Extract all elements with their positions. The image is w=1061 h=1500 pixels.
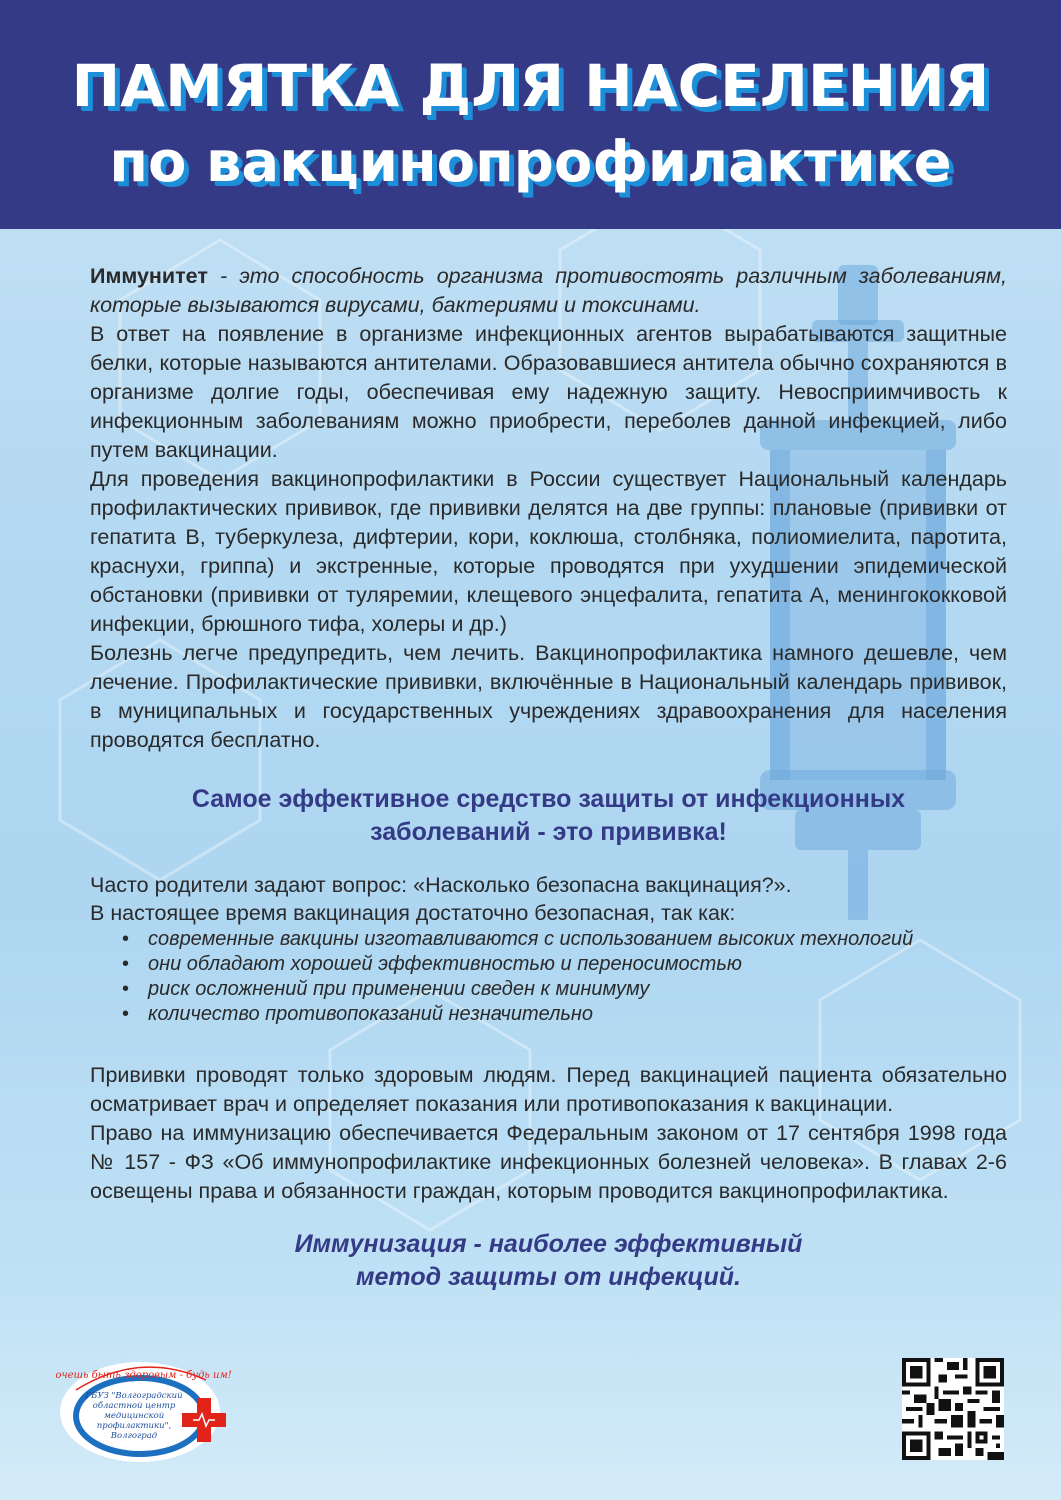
paragraph-calendar: Для проведения вакцинопрофилактики в России существует Национальный календарь профилактических прививок, где прививки делятся на две группы: плановые (прививки от гепатита В, туберкулеза, дифтерии, кори, коклюша, столбняка, полиомиелита, паротита, краснухи, гриппа) и экстренные, которые проводятся при ухудшении эпидемической обстановки (прививки от туляремии, клещевого энцефалита, гепатита А, менингококковой инфекции, брюшного тифа, холеры и др.) <box>90 467 1007 636</box>
answer-intro: В настоящее время вакцинация достаточно безопасная, так как: <box>90 901 736 925</box>
slogan-vaccination-line1: Самое эффективное средство защиты от инфекционных <box>191 785 906 813</box>
paragraph-antibodies: В ответ на появление в организме инфекционных агентов вырабатываются защитные белки, которые называются антителами. Образовавшиеся антитела обычно сохраняются в организме долгие годы, обеспечивая ему надежную защиту. Невосприимчивость к инфекционным заболеваниям можно приобрести, переболев данной инфекцией, либо путем вакцинации. <box>90 322 1007 462</box>
list-item: • они обладают хорошей эффективностью и переносимостью <box>148 952 1007 977</box>
list-item: • риск осложнений при применении сведен к минимуму <box>148 977 1007 1002</box>
paragraph-immunity <box>90 262 1007 320</box>
qr-code-icon[interactable] <box>902 1358 1004 1460</box>
term-immunity: Иммунитет <box>90 264 208 288</box>
organization-logo <box>56 1350 234 1468</box>
page-title: ПАМЯТКА ДЛЯ НАСЕЛЕНИЯ <box>71 52 990 120</box>
slogan-immunization-line1: Иммунизация - наиболее эффективный <box>294 1230 803 1258</box>
paragraph-healthy-people: Прививки проводят только здоровым людям. Перед вакцинацией пациента обязательно осматривает врач и определяет показания или противопоказания к вакцинации. <box>90 1063 1007 1116</box>
logo-org-line: профилактики", <box>96 1421 172 1431</box>
logo-org-line: ГБУЗ "Волгоградский <box>85 1391 183 1401</box>
logo-org-line: Волгоград <box>110 1431 158 1441</box>
safety-list <box>90 927 1007 1027</box>
list-item: • современные вакцины изготавливаются с использованием высоких технологий <box>148 927 1007 952</box>
main-content <box>90 262 1007 1294</box>
parents-question: Часто родители задают вопрос: «Насколько безопасна вакцинация?». <box>90 873 792 897</box>
definition-immunity: - это способность организма противостоять различным заболеваниям, которые вызываются вирусами, бактериями и токсинами. <box>90 264 1007 317</box>
list-item: • количество противопоказаний незначительно <box>148 1002 1007 1027</box>
header-banner <box>0 0 1061 229</box>
page-subtitle: по вакцинопрофилактике <box>109 130 952 195</box>
logo-motto: Хочешь быть здоровым - будь им! <box>56 1370 232 1381</box>
logo-org-line: медицинской <box>103 1411 165 1421</box>
paragraph-prevention: Болезнь легче предупредить, чем лечить. Вакцинопрофилактика намного дешевле, чем лечение. Профилактические прививки, включённые в Национальный календарь прививок, в муниципальных и государственных учреждениях здравоохранения для населения проводятся бесплатно. <box>90 641 1007 752</box>
slogan-immunization-line2: метод защиты от инфекций. <box>356 1263 741 1291</box>
paragraph-federal-law: Право на иммунизацию обеспечивается Федеральным законом от 17 сентября 1998 года № 157 - ФЗ «Об иммунопрофилактике инфекционных болезней человека». В главах 2-6 освещены права и обязанности граждан, которым проводится вакцинопрофилактика. <box>90 1121 1007 1203</box>
logo-org-line: областной центр <box>92 1401 176 1411</box>
slogan-vaccination-line2: заболеваний - это прививка! <box>370 818 727 846</box>
